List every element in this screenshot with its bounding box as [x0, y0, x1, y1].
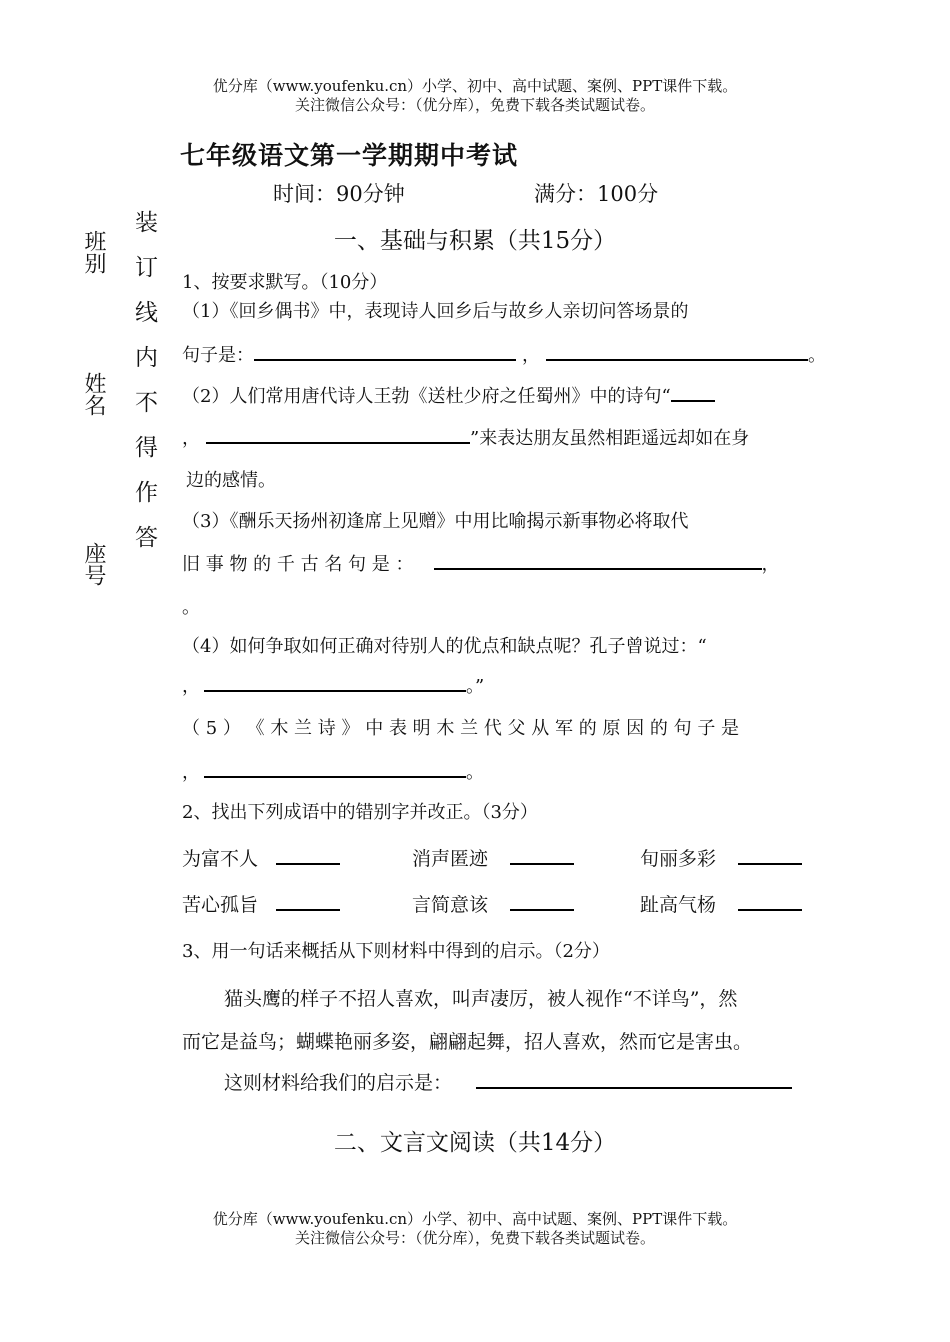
q2-idiom-1-blank[interactable] — [276, 845, 340, 865]
q3-prompt: 这则材料给我们的启示是： — [224, 1072, 453, 1094]
exam-time: 时间：90分钟 — [273, 182, 405, 206]
q3-answer-blank[interactable] — [476, 1069, 792, 1089]
q1-4-line-a: （4）如何争取如何正确对待别人的优点和缺点呢？孔子曾说过：“ — [182, 636, 707, 657]
idiom-text: 旬丽多彩 — [640, 848, 717, 870]
q1-3-line-b — [182, 550, 780, 576]
q1-4-comma: ， — [182, 676, 200, 697]
q1-2-text: （2）人们常用唐代诗人王勃《送杜少府之任蜀州》中的诗句“ — [182, 386, 671, 407]
idiom-text: 苦心孤旨 — [182, 894, 259, 916]
page-header-line-2: 关注微信公众号：（优分库），免费下载各类试题试卷。 — [294, 96, 655, 114]
q1-1-comma: ， — [522, 345, 540, 366]
q3-material-line-2: 而它是益鸟；蝴蝶艳丽多姿，翩翩起舞，招人喜欢，然而它是害虫。 — [182, 1031, 753, 1053]
q1-2-line-a — [182, 382, 715, 408]
q2-idiom-6 — [640, 890, 802, 917]
q1-3-answer-blank-1[interactable] — [434, 550, 762, 570]
q2-idiom-1 — [182, 844, 340, 871]
idiom-text: 趾高气杨 — [640, 894, 717, 916]
q1-5-line-a: （ 5 ） 《 木 兰 诗 》 中 表 明 木 兰 代 父 从 军 的 原 因 的 句 子 是 — [182, 718, 740, 739]
name-label: 姓名 — [81, 372, 106, 416]
section-2-title: 二、文言文阅读（共14分） — [333, 1130, 617, 1156]
q1-3-line-a: （3）《酬乐天扬州初逢席上见赠》中用比喻揭示新事物必将取代 — [182, 511, 689, 532]
q1-4-text-after: 。” — [466, 676, 485, 697]
q1-stem: 1、按要求默写。（10分） — [182, 272, 388, 293]
q1-2-line-b — [182, 424, 749, 450]
exam-title: 七年级语文第一学期期中考试 — [180, 141, 519, 170]
q1-2-text-after: ”来表达朋友虽然相距遥远却如在身 — [470, 428, 750, 449]
q2-idiom-3-blank[interactable] — [738, 845, 802, 865]
q2-idiom-5 — [412, 890, 574, 917]
q1-5-line-b — [182, 758, 484, 784]
q2-idiom-5-blank[interactable] — [510, 891, 574, 911]
binding-line-note: 装订线内不得作答 — [131, 210, 157, 570]
q2-stem: 2、找出下列成语中的错别字并改正。（3分） — [182, 802, 538, 823]
q1-3-comma: ， — [761, 554, 780, 575]
q3-stem: 3、用一句话来概括从下则材料中得到的启示。（2分） — [182, 941, 610, 962]
q1-5-comma: ， — [182, 762, 200, 783]
q3-material-line-1: 猫头鹰的样子不招人喜欢，叫声凄厉，被人视作“不详鸟”，然 — [224, 988, 738, 1010]
q2-idiom-4 — [182, 890, 340, 917]
q1-1-answer-blank-2[interactable] — [546, 341, 808, 361]
q2-idiom-6-blank[interactable] — [738, 891, 802, 911]
q1-4-line-b — [182, 672, 484, 698]
q1-3-line-c: 。 — [182, 597, 200, 618]
q2-idiom-4-blank[interactable] — [276, 891, 340, 911]
q2-idiom-2-blank[interactable] — [510, 845, 574, 865]
class-label: 班别 — [81, 230, 106, 274]
q3-answer-line — [224, 1068, 792, 1095]
page-header-line-1: 优分库（www.youfenku.cn）小学、初中、高中试题、案例、PPT课件下载。 — [212, 77, 738, 95]
page-footer-line-1: 优分库（www.youfenku.cn）小学、初中、高中试题、案例、PPT课件下载。 — [212, 1210, 738, 1228]
idiom-text: 为富不人 — [182, 848, 259, 870]
q1-2-answer-blank-1[interactable] — [671, 382, 715, 402]
q1-2-line-c: 边的感情。 — [186, 470, 276, 491]
q1-1-period: 。 — [808, 345, 826, 366]
idiom-text: 言简意该 — [412, 894, 489, 916]
q1-1-prefix: 句子是： — [182, 345, 254, 366]
q1-5-period: 。 — [466, 762, 484, 783]
page-footer-line-2: 关注微信公众号：（优分库），免费下载各类试题试卷。 — [294, 1229, 655, 1247]
exam-full-score: 满分：100分 — [534, 182, 659, 206]
q1-5-answer-blank[interactable] — [204, 758, 466, 778]
q1-3-prefix: 旧 事 物 的 千 古 名 句 是 ： — [182, 554, 414, 575]
q1-1-line-a: （1）《回乡偶书》中，表现诗人回乡后与故乡人亲切问答场景的 — [182, 301, 689, 322]
q2-idiom-2 — [412, 844, 574, 871]
q2-idiom-3 — [640, 844, 802, 871]
q1-1-line-b — [182, 341, 826, 367]
section-1-title: 一、基础与积累（共15分） — [333, 228, 617, 254]
q1-2-comma: ， — [182, 428, 200, 449]
q1-1-answer-blank-1[interactable] — [254, 341, 516, 361]
q1-4-answer-blank[interactable] — [204, 672, 466, 692]
idiom-text: 消声匿迹 — [412, 848, 489, 870]
seat-label: 座号 — [81, 542, 106, 586]
q1-2-answer-blank-2[interactable] — [206, 424, 470, 444]
